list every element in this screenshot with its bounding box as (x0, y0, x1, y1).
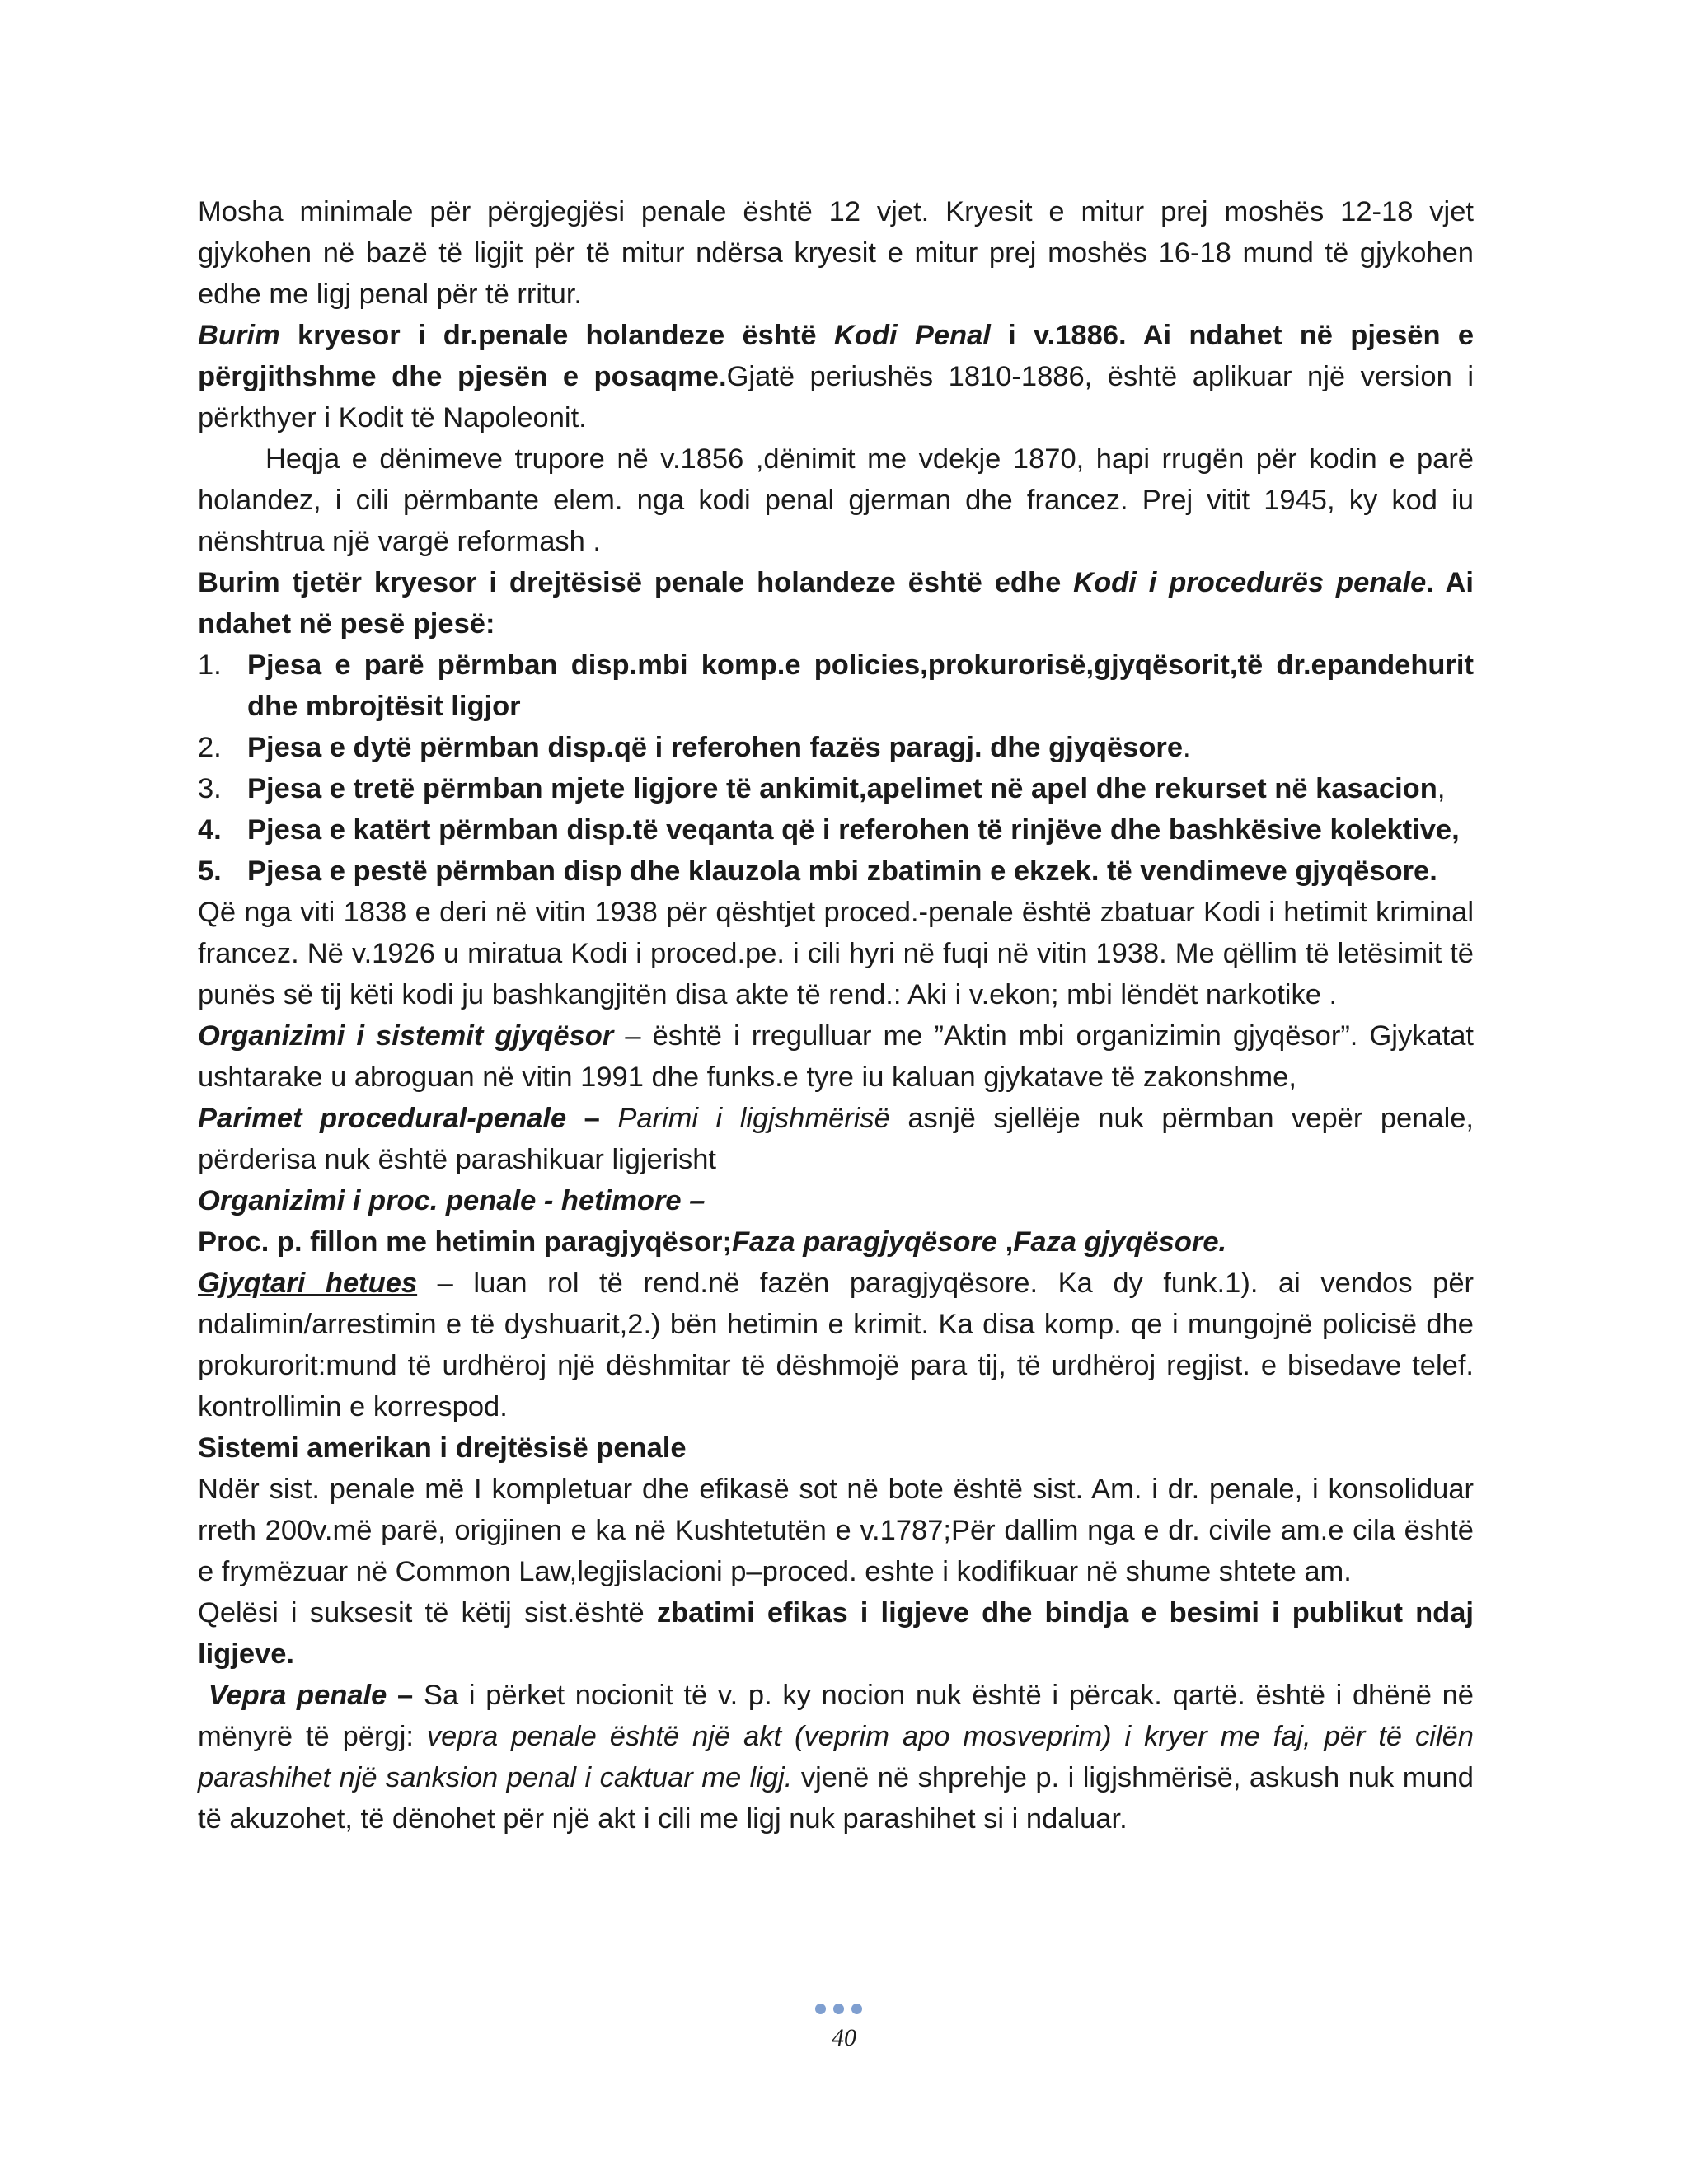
page-number: 40 (832, 2024, 856, 2051)
text-plain: Qelësi i suksesit të këtij sist.është (198, 1597, 657, 1629)
list-text: Pjesa e tretë përmban mjete ligjore të ankimit,apelimet në apel dhe rekurset në kasacion (247, 773, 1437, 804)
term-kodi-penal: Kodi Penal (833, 320, 991, 351)
dot (815, 2004, 826, 2014)
term-organizimi-sistemit: Organizimi i sistemit gjyqësor (198, 1020, 614, 1052)
term-kodi-procedures: Kodi i procedurës penale (1073, 567, 1427, 598)
term-burim: Burim (198, 320, 280, 351)
text-bold: kryesor i dr.penale holandeze është (279, 320, 834, 351)
term-gjyqtari-hetues: Gjyqtari hetues (198, 1268, 418, 1299)
text-plain: – luan rol të rend.në fazën paragjyqësore. Ka dy funk.1). ai vendos për ndalimin/arrestimin e të dyshuarit,2.) bën hetimin e krimit. Ka disa komp. qe i mungojnë policisë dhe prokurorit:mund të urdhëroj një dëshmitar të dëshmojë para tij, të urdhëroj regjist. e bisedave telef. kontrollimin e korrespod. (198, 1268, 1474, 1422)
paragraph-procedure-code (198, 562, 1474, 644)
footer-dots-icon (815, 2004, 873, 2017)
paragraph-american-system: Ndër sist. penale më I kompletuar dhe efikasë sot në bote është sist. Am. i dr. penale, i konsoliduar rreth 200v.më parë, origjinen e ka në Kushtetutën e v.1787;Për dallim nga e dr. civile am.e cila është e frymëzuar në Common Law,legjislacioni p–proced. eshte i kodifikuar në shume shtete am. (198, 1474, 1474, 1587)
list-item (198, 809, 1474, 851)
term-ligjshmerise: Parimi i ligjshmërisë (599, 1103, 890, 1134)
document-body (198, 191, 1474, 1840)
text-bold: , (997, 1226, 1014, 1258)
text-dash: – (387, 1680, 414, 1711)
term-faza-paragjyqesore: Faza paragjyqësore (731, 1226, 998, 1258)
list-number: 4. (198, 814, 222, 846)
text-plain: asnjë sjellëje nuk përmban vepër penale, përderisa nuk është parashikuar ligjerisht (198, 1103, 1475, 1175)
paragraph-french-code: Që nga viti 1838 e deri në vitin 1938 për qështjet proced.-penale është zbatuar Kodi i hetimit kriminal francez. Në v.1926 u miratua Kodi i proced.pe. i cili hyri në fuqi në vitin 1938. Me qëllim të letësimit të punës së tij këti kodi ju bashkangjitën disa akte të rend.: Aki i v.ekon; mbi lëndët narkotike . (198, 897, 1474, 1010)
text-bold: i v.1886. Ai ndahet në pjesën e përgjithshme dhe pjesën e posaqme. (198, 320, 1475, 392)
list-text: Pjesa e katërt përmban disp.të veqanta që i referohen të rinjëve dhe bashkësive kolektive, (247, 814, 1460, 846)
heading-american-system: Sistemi amerikan i drejtësisë penale (198, 1432, 687, 1464)
list-number: 3. (198, 773, 222, 804)
dot (833, 2004, 844, 2014)
term-parimet: Parimet procedural-penale (198, 1103, 567, 1134)
list-tail: . (1183, 732, 1191, 763)
paragraph-dutch-penal-code (198, 315, 1474, 438)
paragraph-criminal-offense (198, 1675, 1474, 1840)
list-item (198, 851, 1474, 892)
list-item (198, 768, 1474, 809)
heading-organizimi-proc: Organizimi i proc. penale - hetimore – (198, 1185, 706, 1216)
text-plain: – është i rregulluar me ”Aktin mbi organizimin gjyqësor”. Gjykatat ushtarake u abroguan në vitin 1991 dhe funks.e tyre iu kaluan gjykatave të zakonshme, (198, 1020, 1475, 1093)
paragraph-principles (198, 1098, 1474, 1180)
text-bold: Proc. p. fillon me hetimin paragjyqësor; (198, 1226, 732, 1258)
list-item (198, 644, 1474, 727)
text-bold: . Ai ndahet në pesë pjesë: (198, 567, 1475, 640)
text-dash: – (566, 1103, 600, 1134)
text-bold: zbatimi efikas i ligjeve dhe bindja e besimi i publikut ndaj ligjeve. (198, 1597, 1474, 1670)
list-item (198, 727, 1474, 768)
text-bold: Burim tjetër kryesor i drejtësisë penale holandeze është edhe (198, 567, 1074, 598)
list-tail: , (1437, 773, 1446, 804)
list-text: Pjesa e dytë përmban disp.që i referohen fazës paragj. dhe gjyqësore (247, 732, 1184, 763)
paragraph-judicial-system (198, 1015, 1474, 1098)
list-number: 2. (198, 732, 222, 763)
paragraph-investigating-judge (198, 1263, 1474, 1427)
term-vepra-penale: Vepra penale (208, 1680, 387, 1711)
list-text: Pjesa e pestë përmban disp dhe klauzola mbi zbatimin e ekzek. të vendimeve gjyqësore. (247, 855, 1437, 887)
paragraph-phases (198, 1221, 1474, 1263)
list-number: 1. (198, 649, 222, 681)
text-plain: vjenë në shprehje p. i ligjshmërisë, askush nuk mund të akuzohet, të dënohet për një akt i cili me ligj nuk parashihet si i ndaluar. (198, 1762, 1474, 1835)
dot (851, 2004, 862, 2014)
paragraph-reforms: Heqja e dënimeve trupore në v.1856 ,dënimit me vdekje 1870, hapi rrugën për kodin e parë holandez, i cili përmbante elem. nga kodi penal gjerman dhe francez. Prej vitit 1945, ky kod iu nënshtrua një vargë reformash . (198, 443, 1474, 557)
text-plain: Gjatë periushës 1810-1886, është aplikuar një version i përkthyer i Kodit të Napoleonit. (198, 361, 1474, 434)
paragraph-success-key (198, 1592, 1474, 1675)
text-definition: vepra penale është një akt (veprim apo mosveprim) i kryer me faj, për të cilën parashihet një sanksion penal i caktuar me ligj. (198, 1721, 1474, 1793)
parts-list (198, 644, 1474, 892)
term-faza-gjyqesore: Faza gjyqësore. (1013, 1226, 1227, 1258)
paragraph-criminal-age: Mosha minimale për përgjegjësi penale është 12 vjet. Kryesit e mitur prej moshës 12-18 vjet gjykohen në bazë të ligjit për të mitur ndërsa kryesit e mitur prej moshës 16-18 mund të gjykohen edhe me ligj penal për të rritur. (198, 196, 1474, 310)
list-number: 5. (198, 855, 222, 887)
list-text: Pjesa e parë përmban disp.mbi komp.e policies,prokurorisë,gjyqësorit,të dr.epandehurit dhe mbrojtësit ligjor (247, 649, 1474, 722)
text-plain: Sa i përket nocionit të v. p. ky nocion nuk është i përcak. qartë. është i dhënë në mënyrë të përgj: (198, 1680, 1474, 1752)
